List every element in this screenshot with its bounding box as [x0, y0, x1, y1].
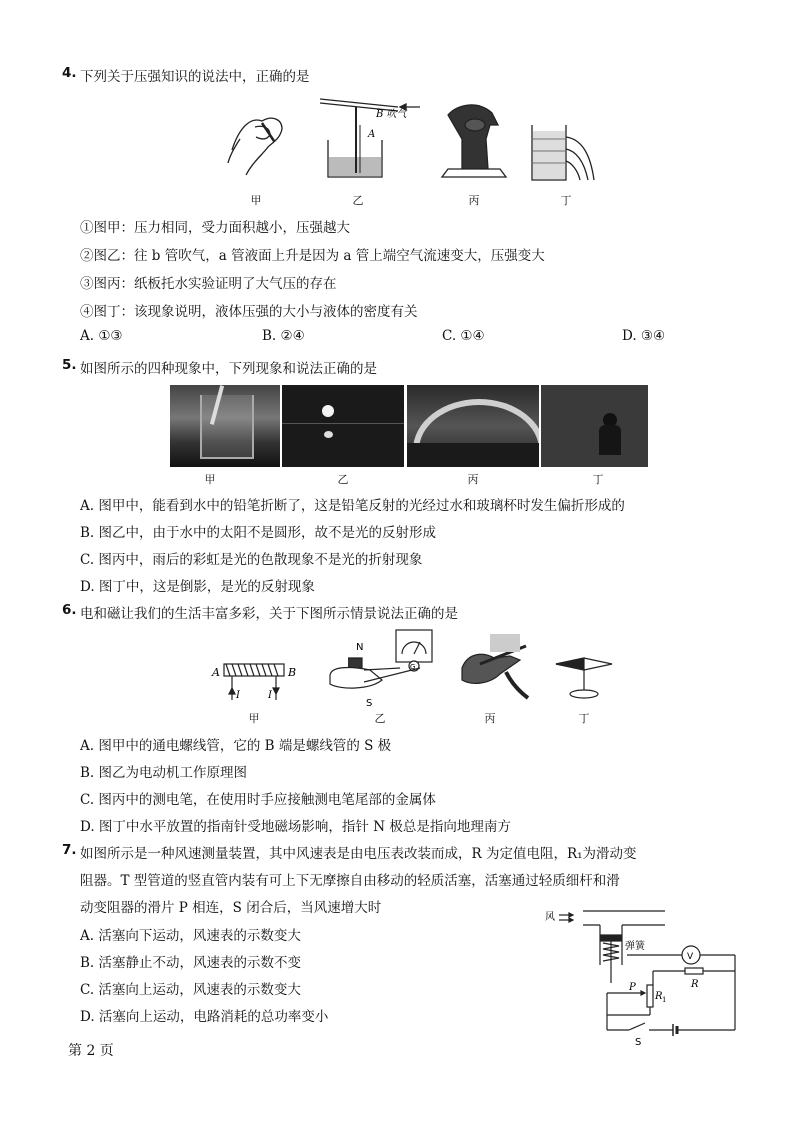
q7-fig-V-label: V [687, 952, 694, 962]
q4-fig-bing-cup [442, 105, 506, 177]
q5-cap-jia: 甲 [204, 473, 216, 486]
q6-fig-A-label: A [212, 666, 220, 679]
q6-option-a: A. 图甲中的通电螺线管，它的 B 端是螺线管的 S 极 [80, 738, 392, 754]
q5-option-b: B. 图乙中，由于水中的太阳不是圆形，故不是光的反射形成 [80, 525, 437, 541]
q7-option-a: A. 活塞向下运动，风速表的示数变大 [80, 928, 301, 944]
q4-option-b: B. ②④ [262, 328, 305, 344]
q4-fig-A-label: A [368, 129, 376, 140]
q6-fig-jia-solenoid [224, 664, 284, 700]
q7-number: 7. [62, 842, 77, 858]
q7-stem-line-3: 动变阻器的滑片 P 相连，S 闭合后，当风速增大时 [80, 900, 382, 916]
q4-statement-3: ③图丙：纸板托水实验证明了大气压的存在 [80, 276, 337, 292]
q4-figure [0, 95, 794, 225]
q4-statement-2: ②图乙：往 b 管吹气，a 管液面上升是因为 a 管上端空气流速变大，压强变大 [80, 248, 545, 264]
page-number: 第 2 页 [68, 1043, 114, 1059]
q4-cap-ding: 丁 [560, 194, 572, 207]
q6-cap-ding: 丁 [578, 712, 590, 725]
q4-statement-1: ①图甲：压力相同，受力面积越小，压强越大 [80, 220, 350, 236]
q5-cap-yi: 乙 [337, 473, 349, 486]
q6-fig-yi-generator [330, 630, 432, 688]
q6-number: 6. [62, 602, 77, 618]
q7-fig-wind-label: 风 [545, 912, 555, 923]
q4-cap-bing: 丙 [468, 194, 480, 207]
q4-fig-ding-container [532, 125, 594, 180]
q6-fig-B-label: B [288, 666, 297, 679]
q6-fig-I2-label: I [268, 690, 272, 701]
q5-photo-yi-sun [282, 385, 404, 467]
q5-photo-ding-shadow [541, 385, 648, 467]
q7-fig-P-label: P [629, 982, 636, 993]
q5-cap-bing: 丙 [467, 473, 479, 486]
q7-option-c: C. 活塞向上运动，风速表的示数变大 [80, 982, 301, 998]
q4-stem: 下列关于压强知识的说法中，正确的是 [80, 69, 310, 85]
q5-number: 5. [62, 357, 77, 373]
q4-statement-4: ④图丁：该现象说明，液体压强的大小与液体的密度有关 [80, 304, 418, 320]
q5-option-c: C. 图丙中，雨后的彩虹是光的色散现象不是光的折射现象 [80, 552, 423, 568]
q6-stem: 电和磁让我们的生活丰富多彩，关于下图所示情景说法正确的是 [80, 606, 458, 622]
q5-photo-jia-pencil [170, 385, 280, 467]
q6-fig-G-label: G [410, 663, 416, 671]
q7-option-b: B. 活塞静止不动，风速表的示数不变 [80, 955, 302, 971]
q5-option-a: A. 图甲中，能看到水中的铅笔折断了，这是铅笔反射的光经过水和玻璃杯时发生偏折形成的 [80, 498, 625, 514]
q6-figure [0, 628, 794, 708]
q6-fig-bing-test-pencil [462, 634, 528, 698]
q4-option-d: D. ③④ [622, 328, 666, 344]
q7-fig-R-label: R [691, 979, 699, 990]
q6-fig-N-label: N [356, 642, 364, 653]
q5-option-d: D. 图丁中，这是倒影，是光的反射现象 [80, 579, 315, 595]
q6-fig-S-label: S [366, 698, 373, 709]
q7-fig-S-label: S [635, 1037, 642, 1048]
q4-number: 4. [62, 65, 77, 81]
q6-cap-bing: 丙 [484, 712, 496, 725]
q7-fig-spring-label: 弹簧 [625, 941, 645, 952]
q6-fig-ding-compass [556, 658, 612, 698]
q6-option-d: D. 图丁中水平放置的指南针受地磁场影响，指针 N 极总是指向地理南方 [80, 819, 511, 835]
q4-option-c: C. ①④ [442, 328, 485, 344]
q6-option-b: B. 图乙为电动机工作原理图 [80, 765, 248, 781]
q7-option-d: D. 活塞向上运动，电路消耗的总功率变小 [80, 1009, 329, 1025]
q6-cap-jia: 甲 [248, 712, 260, 725]
q4-cap-yi: 乙 [352, 194, 364, 207]
q7-fig-R1-sub: 1 [662, 996, 667, 1004]
q5-stem: 如图所示的四种现象中，下列现象和说法正确的是 [80, 361, 377, 377]
q4-option-a: A. ①③ [80, 328, 123, 344]
q7-stem-line-1: 如图所示是一种风速测量装置，其中风速表是由电压表改装而成，R 为定值电阻，R₁为滑动变 [80, 846, 637, 862]
q5-photo-bing-rainbow [407, 385, 539, 467]
q7-circuit-figure [545, 905, 745, 1048]
q4-fig-jia-hand [228, 118, 282, 175]
q6-cap-yi: 乙 [374, 712, 386, 725]
q5-cap-ding: 丁 [592, 473, 604, 486]
q6-option-c: C. 图丙中的测电笔，在使用时手应接触测电笔尾部的金属体 [80, 792, 436, 808]
q4-fig-B-label: B 吹气 [376, 109, 407, 120]
q7-fig-R1-label: R [655, 991, 663, 1002]
q6-fig-I1-label: I [236, 690, 240, 701]
q7-stem-line-2: 阻器。T 型管道的竖直管内装有可上下无摩擦自由移动的轻质活塞，活塞通过轻质细杆和滑 [80, 873, 620, 889]
q4-cap-jia: 甲 [250, 194, 262, 207]
